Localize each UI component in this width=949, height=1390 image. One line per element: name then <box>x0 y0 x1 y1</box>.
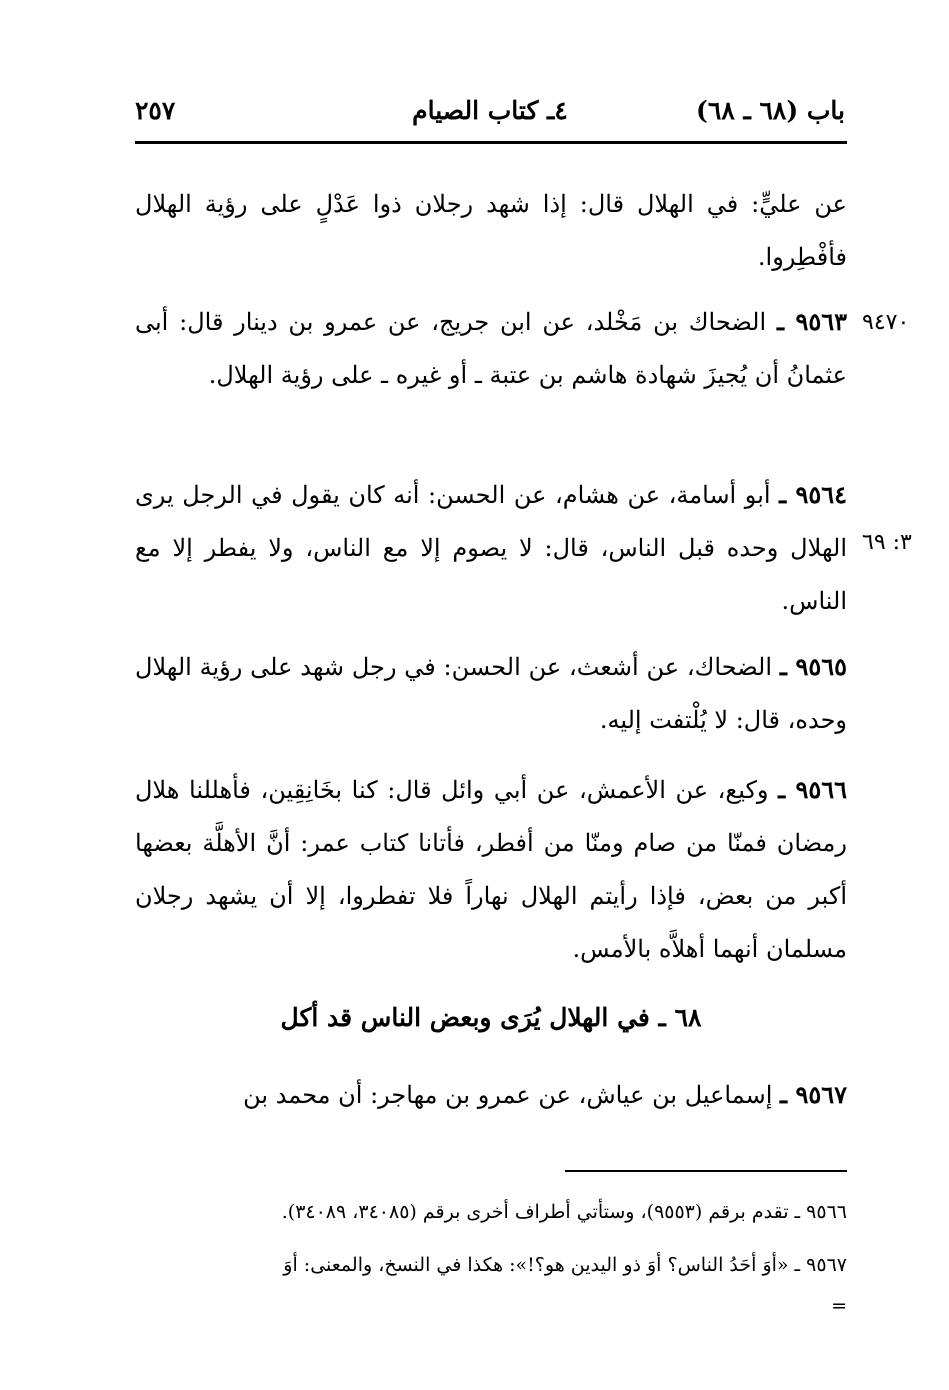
hadith-9565 <box>135 640 847 747</box>
footnote-9567: ٩٥٦٧ ـ «أوَ أحَدُ الناس؟ أوَ ذو اليدين هو؟!»: هكذا في النسخ، والمعنى: أوَ <box>283 1254 847 1276</box>
hadith-9566 <box>135 763 847 976</box>
hadith-number: ٩٥٦٣ ـ <box>776 307 848 336</box>
hadith-text: وكيع، عن الأعمش، عن أبي وائل قال: كنا بخَانِقِين، فأهللنا هلال رمضان فمنّا من صام ومنّا من أفطر، فأتانا كتاب عمر: أنَّ الأهلَّة بعضها أكبر من بعض، فإذا رأيتم الهلال نهاراً فلا تفطروا، إلا أن يشهد رجلان مسلمان أنهما أهلاَّه بالأمس. <box>135 776 847 963</box>
header-rule <box>135 141 847 144</box>
hadith-number: ٩٥٦٤ ـ <box>779 480 847 509</box>
section-heading: ٦٨ ـ في الهلال يُرَى وبعض الناس قد أكل <box>280 1003 702 1032</box>
header-book-title: ٤ـ كتاب الصيام <box>412 96 568 125</box>
running-header <box>135 92 845 136</box>
hadith-9567 <box>135 1068 847 1122</box>
hadith-number: ٩٥٦٥ ـ <box>779 652 847 681</box>
hadith-text: أبو أسامة، عن هشام، عن الحسن: أنه كان يقول في الرجل يرى الهلال وحده قبل الناس، قال: لا يصوم إلا مع الناس، ولا يفطر إلا مع الناس. <box>135 481 847 615</box>
hadith-text: الضحاك، عن أشعث، عن الحسن: في رجل شهد على رؤية الهلال وحده، قال: لا يُلْتفت إليه. <box>135 653 847 734</box>
page-number: ٢٥٧ <box>135 96 176 125</box>
paragraph-continuation <box>135 178 847 284</box>
hadith-9563 <box>135 295 847 402</box>
header-chapter-range: باب (٦٨ ـ ٦٨) <box>696 96 845 125</box>
hadith-text: الضحاك بن مَخْلد، عن ابن جريج، عن عمرو بن دينار قال: أبى عثمانُ أن يُجيزَ شهادة هاشم بن عتبة ـ أو غيره ـ على رؤية الهلال. <box>135 308 847 389</box>
footnote-9566: ٩٥٦٦ ـ تقدم برقم (٩٥٥٣)، وستأتي أطراف أخرى برقم (٣٤٠٨٥، ٣٤٠٨٩). <box>281 1201 847 1223</box>
hadith-number: ٩٥٦٧ ـ <box>780 1080 847 1109</box>
hadith-number: ٩٥٦٦ ـ <box>778 775 847 804</box>
footnote-continuation-mark: = <box>831 1295 847 1317</box>
footnote-rule <box>565 1170 847 1172</box>
hadith-text: إسماعيل بن عياش، عن عمرو بن مهاجر: أن محمد بن <box>243 1081 773 1109</box>
margin-reference-1: ٩٤٧٠ <box>862 310 910 335</box>
paragraph-text: عن عليٍّ: في الهلال قال: إذا شهد رجلان ذوا عَدْلٍ على رؤية الهلال فأفْطِروا. <box>135 190 847 271</box>
margin-reference-2: ٣: ٦٩ <box>862 530 912 555</box>
hadith-9564 <box>135 468 847 628</box>
